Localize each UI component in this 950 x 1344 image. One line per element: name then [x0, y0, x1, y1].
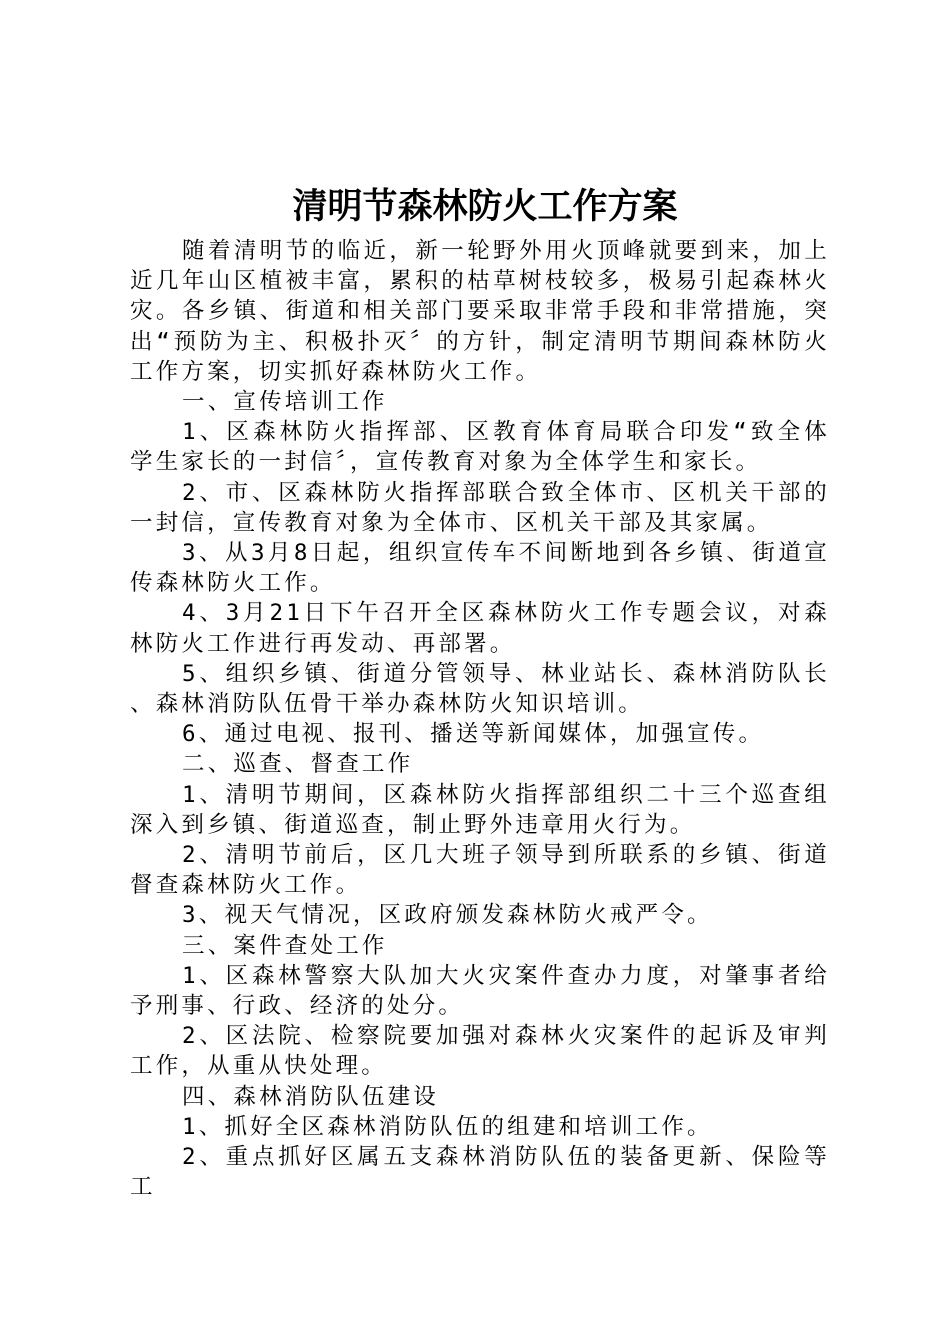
section-heading-cases: 三、案件查处工作	[182, 932, 388, 959]
list-item: 2、清明节前后，区几大班子领导到所联系的乡镇、街道督查森林防火工作。	[130, 842, 830, 899]
list-item: 1、清明节期间，区森林防火指挥部组织二十三个巡查组深入到乡镇、街道巡查，制止野外违章用火行为。	[130, 781, 830, 838]
list-item: 3、视天气情况，区政府颁发森林防火戒严令。	[182, 902, 713, 929]
list-item: 3、从3月8日起，组织宣传车不间断地到各乡镇、街道宣传森林防火工作。	[130, 540, 830, 597]
list-item: 2、重点抓好区属五支森林消防队伍的装备更新、保险等工	[130, 1144, 830, 1201]
list-item: 4、3月21日下午召开全区森林防火工作专题会议，对森林防火工作进行再发动、再部署。	[130, 600, 830, 657]
document-body	[130, 236, 830, 1203]
section-heading-publicity: 一、宣传培训工作	[182, 389, 388, 416]
list-item: 1、抓好全区森林消防队伍的组建和培训工作。	[182, 1113, 713, 1140]
document-title: 清明节森林防火工作方案	[292, 186, 678, 227]
list-item: 5、组织乡镇、街道分管领导、林业站长、森林消防队长、森林消防队伍骨干举办森林防火知识培训。	[130, 660, 830, 718]
list-item: 2、市、区森林防火指挥部联合致全体市、区机关干部的一封信，宣传教育对象为全体市、区机关干部及其家属。	[130, 479, 830, 536]
paragraph-intro: 随着清明节的临近，新一轮野外用火顶峰就要到来，加上近几年山区植被丰富，累积的枯草树枝较多，极易引起森林火灾。各乡镇、街道和相关部门要采取非常手段和非常措施，突出“预防为主、积极扑灭〞的方针，制定清明节期间森林防火工作方案，切实抓好森林防火工作。	[130, 238, 830, 385]
list-item: 6、通过电视、报刊、播送等新闻媒体，加强宣传。	[182, 721, 765, 748]
list-item: 1、区森林防火指挥部、区教育体育局联合印发“致全体学生家长的一封信〞，宣传教育对象为全体学生和家长。	[130, 419, 830, 476]
document-page	[130, 178, 830, 1203]
list-item: 1、区森林警察大队加大火灾案件查办力度，对肇事者给予刑事、行政、经济的处分。	[130, 962, 830, 1020]
section-heading-firefighting-team: 四、森林消防队伍建设	[182, 1083, 440, 1110]
section-heading-inspection: 二、巡查、督查工作	[182, 751, 414, 778]
list-item: 2、区法院、检察院要加强对森林火灾案件的起诉及审判工作，从重从快处理。	[130, 1023, 830, 1080]
